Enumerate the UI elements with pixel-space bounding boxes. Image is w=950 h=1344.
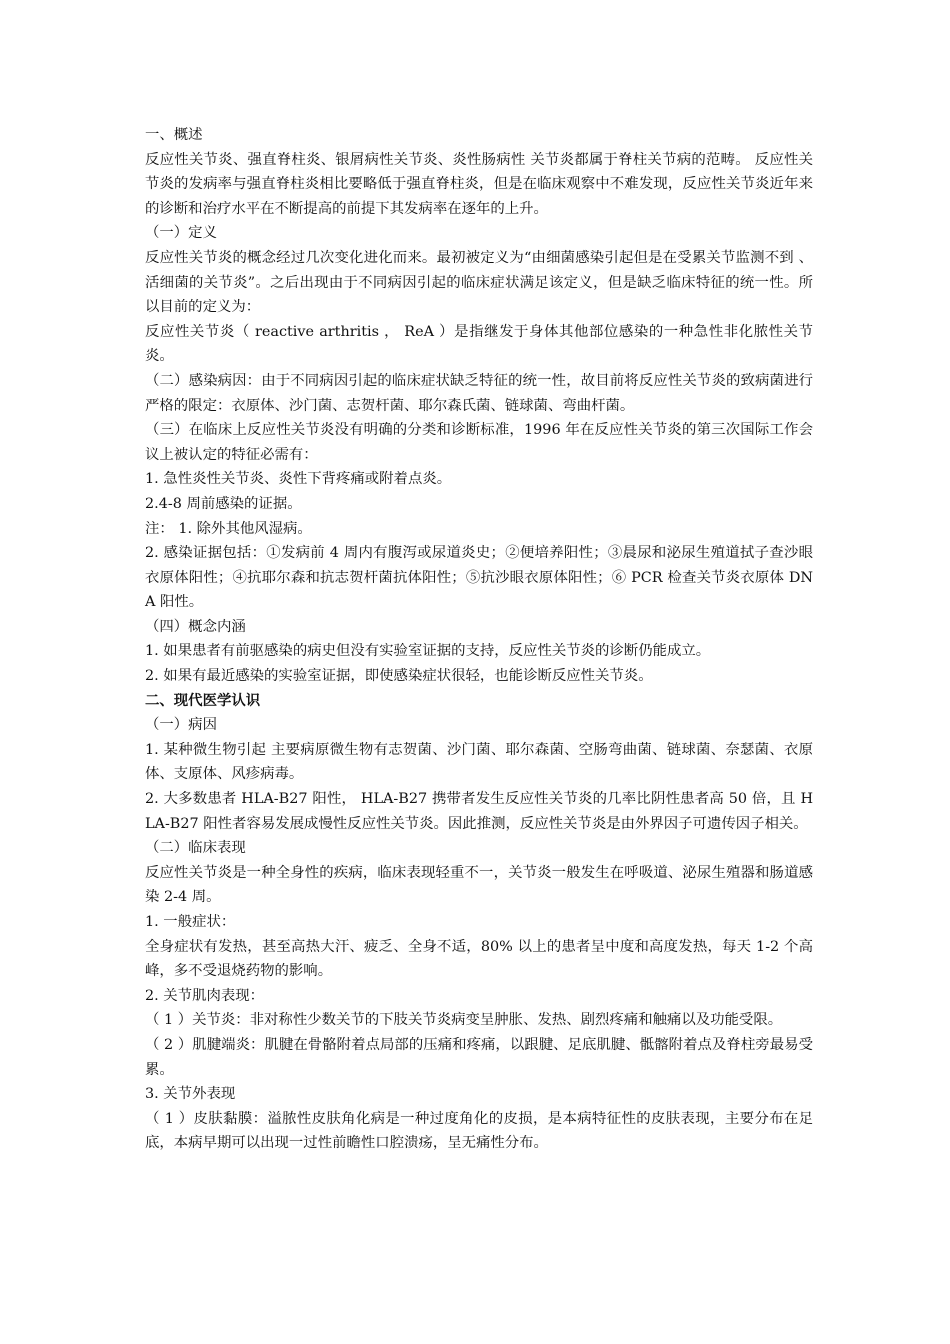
section-heading-overview: 一、概述 [145,127,203,143]
paragraph-arthritis: （ 1 ）关节炎：非对称性少数关节的下肢关节炎病变呈肿胀、发热、剧烈疼痛和触痛以及功能受限。 [145,1012,783,1029]
list-item-extra-articular: 3. 关节外表现 [145,1086,236,1103]
list-item-concept-2: 2. 如果有最近感染的实验室证据，即使感染症状很轻，也能诊断反应性关节炎。 [145,668,653,685]
subheading-clinical: （二）临床表现 [145,840,246,857]
list-item-criteria-2: 2.4-8 周前感染的证据。 [145,495,302,512]
list-item-etiology-1: 1. 某种微生物引起 主要病原微生物有志贺菌、沙门菌、耶尔森菌、空肠弯曲菌、链球菌、奈瑟菌、衣原体、支原体、风疹病毒。 [145,741,813,783]
list-item-general-symptoms: 1. 一般症状： [145,914,236,930]
paragraph-clinical-intro: 反应性关节炎是一种全身性的疾病，临床表现轻重不一，关节炎一般发生在呼吸道、泌尿生殖器和肠道感染 2-4 周。 [145,864,813,906]
note-1: 注： 1. 除外其他风湿病。 [145,520,312,537]
paragraph-overview: 反应性关节炎、强直脊柱炎、银屑病性关节炎、炎性肠病性 关节炎都属于脊柱关节病的范畴。 反应性关节炎的发病率与强直脊柱炎相比要略低于强直脊柱炎，但是在临床观察中不难发现，反应性关节炎近年来的诊断和治疗水平在不断提高的前提下其发病率在逐年的上升。 [145,151,813,217]
paragraph-general-symptoms: 全身症状有发热，甚至高热大汗、疲乏、全身不适，80% 以上的患者呈中度和高度发热，每天 1-2 个高峰，多不受退烧药物的影响。 [145,938,813,980]
section-heading-modern-medicine: 二、现代医学认识 [145,691,261,709]
paragraph-diagnostic-criteria: （三）在临床上反应性关节炎没有明确的分类和诊断标准，1996 年在反应性关节炎的第三次国际工作会议上被认定的特征必需有： [145,422,813,463]
list-item-concept-1: 1. 如果患者有前驱感染的病史但没有实验室证据的支持，反应性关节炎的诊断仍能成立。 [145,643,711,660]
subheading-definition: （一）定义 [145,225,217,242]
subheading-concept: （四）概念内涵 [145,618,246,635]
paragraph-skin-mucosa: （ 1 ）皮肤黏膜：溢脓性皮肤角化病是一种过度角化的皮损，是本病特征性的皮肤表现，主要分布在足底，本病早期可以出现一过性前瞻性口腔溃疡，呈无痛性分布。 [145,1110,813,1152]
list-item-criteria-1: 1. 急性炎性关节炎、炎性下背疼痛或附着点炎。 [145,471,452,488]
paragraph-infection-cause: （二）感染病因：由于不同病因引起的临床症状缺乏特征的统一性，故目前将反应性关节炎的致病菌进行严格的限定：衣原体、沙门菌、志贺杆菌、耶尔森氏菌、链球菌、弯曲杆菌。 [145,372,813,414]
subheading-etiology: （一）病因 [145,717,217,734]
list-item-etiology-2: 2. 大多数患者 HLA-B27 阳性， HLA-B27 携带者发生反应性关节炎的几率比阴性患者高 50 倍，且 HLA-B27 阳性者容易发展成慢性反应性关节炎。因此推测，反应性关节炎是由外界因子可遗传因子相关。 [145,791,813,832]
list-item-joint-muscle: 2. 关节肌肉表现： [145,987,265,1004]
paragraph-definition-history: 反应性关节炎的概念经过几次变化进化而来。最初被定义为“由细菌感染引起但是在受累关节监测不到 、活细菌的关节炎”。之后出现由于不同病因引起的临床症状满足该定义，但是缺乏临床特征的统一性。所以目前的定义为： [145,249,813,316]
note-2-infection-evidence: 2. 感染证据包括：①发病前 4 周内有腹泻或尿道炎史；②便培养阳性；③晨尿和泌尿生殖道拭子查沙眼衣原体阳性；④抗耶尔森和抗志贺杆菌抗体阳性；⑤抗沙眼衣原体阳性；⑥ PCR 检查关节炎衣原体 DNA 阳性。 [145,545,813,611]
document-page [145,123,813,1156]
paragraph-definition-current: 反应性关节炎（ reactive arthritis ， ReA ）是指继发于身体其他部位感染的一种急性非化脓性关节炎。 [145,323,813,365]
paragraph-enthesitis: （ 2 ）肌腱端炎：肌腱在骨骼附着点局部的压痛和疼痛，以跟腱、足底肌腱、骶髂附着点及脊柱旁最易受累。 [145,1036,813,1078]
